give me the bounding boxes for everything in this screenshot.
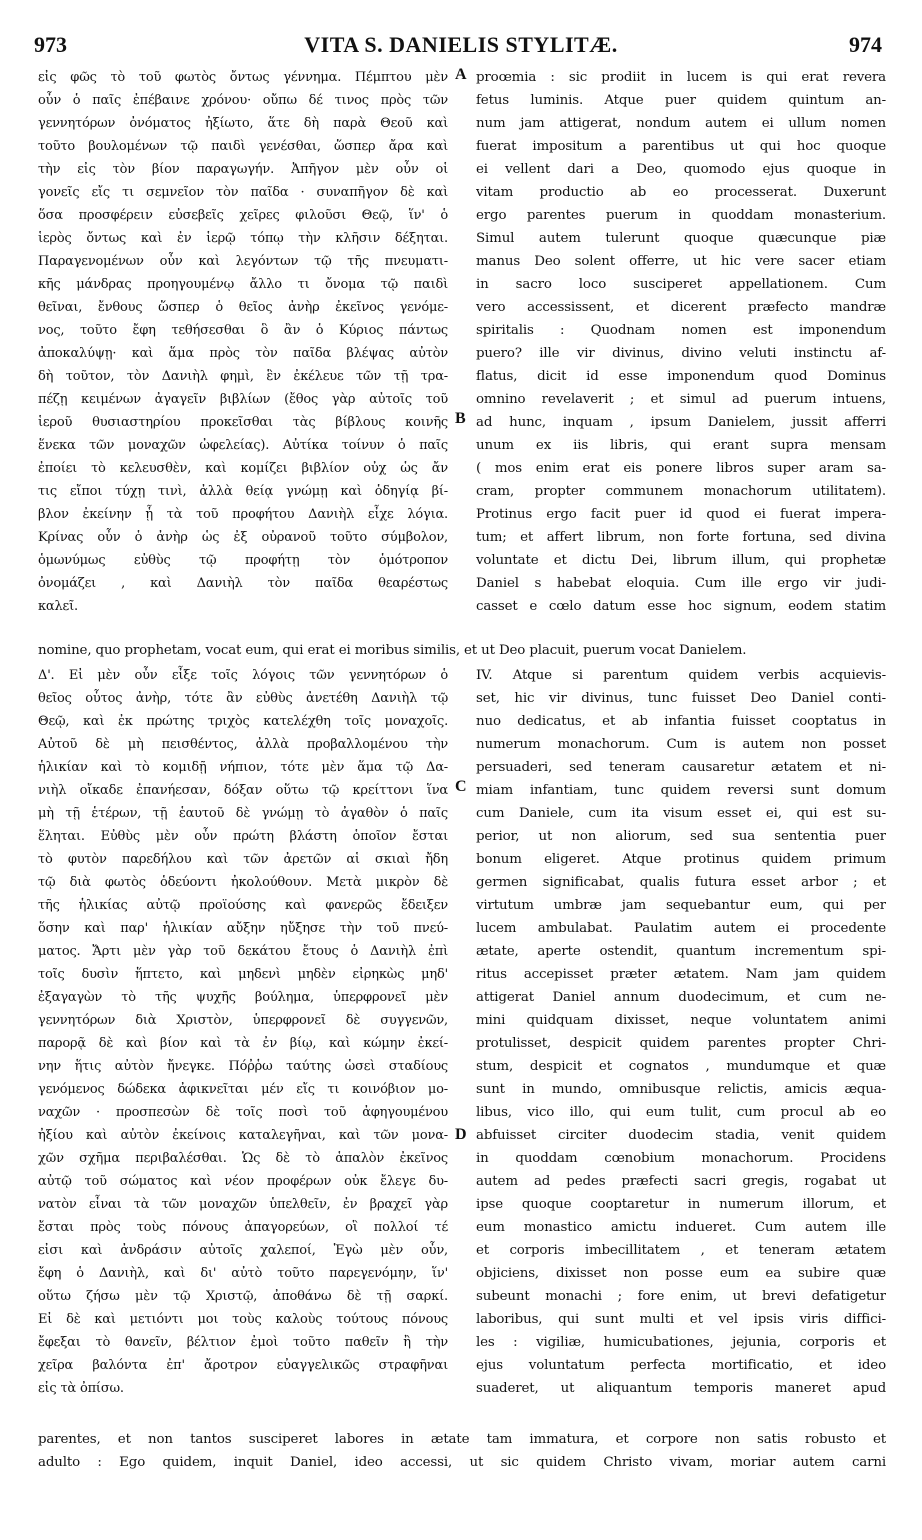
text-line: num jam attigerat, nondum autem ei ullum nomen xyxy=(476,116,886,131)
margin-marker-d: D xyxy=(455,1126,467,1143)
text-line: ipse quoque cooptaretur in numerum illorum, et xyxy=(476,1197,886,1212)
margin-marker-a: A xyxy=(455,66,467,83)
text-line: ad hunc, inquam , ipsum Danielem, jussit afferri xyxy=(476,415,886,430)
text-line: Κρίνας οὖν ὁ ἀνὴρ ὡς ἐξ οὐρανοῦ τοῦτο σύμβολον, xyxy=(38,530,448,545)
text-line: ἠξίου καὶ αὐτὸν ἐκείνοις καταλεγῆναι, καὶ τῶν μονα- xyxy=(38,1128,448,1143)
text-line: stum, despicit et cognatos , mundumque et quæ xyxy=(476,1059,886,1074)
text-line: manus Deo solent offerre, ut hic vere sacer etiam xyxy=(476,254,886,269)
text-line: ἱερὸς ὄντως καὶ ἐν ἱερῷ τόπῳ τὴν κλῆσιν δέξηται. xyxy=(38,231,448,246)
text-line: οὕτω ζήσω μὲν τῷ Χριστῷ, ἀποθάνω δὲ τῇ σαρκί. xyxy=(38,1289,448,1304)
text-line: persuaderi, sed teneram causaretur ætatem et ni- xyxy=(476,760,886,775)
margin-marker-b: B xyxy=(455,410,466,427)
text-line: in quoddam cœnobium monachorum. Procidens xyxy=(476,1151,886,1166)
text-line: casset e cœlo datum esse hoc signum, eodem statim xyxy=(476,599,886,614)
text-line: fuerat impositum a parentibus ut qui hoc quoque xyxy=(476,139,886,154)
text-line: virtutum umbræ jam sequebantur eum, qui per xyxy=(476,898,886,913)
text-line: ὅσην καὶ παρ' ἡλικίαν αὔξην ηὔξησε τὴν τοῦ πνεύ- xyxy=(38,921,448,936)
text-line: les : vigiliæ, humicubationes, jejunia, corporis et xyxy=(476,1335,886,1350)
text-line: ἔσται πρὸς τοὺς πόνους ἀπαγορεύων, οἳ πολλοί τέ xyxy=(38,1220,448,1235)
right-page-number: 974 xyxy=(849,32,882,57)
text-line: flatus, dicit id esse imponendum quod Dominus xyxy=(476,369,886,384)
text-line: mini quidquam dixisset, neque voluntatem animi xyxy=(476,1013,886,1028)
text-line: ἡλικίαν καὶ τὸ κομιδῇ νήπιον, τότε μὲν ἅμα τῷ Δα- xyxy=(38,760,448,775)
text-line: νην ἥτις αὐτὸν ἤνεγκε. Πόῤῥω ταύτης ὡσεὶ σταδίους xyxy=(38,1059,448,1074)
text-line: κῆς μάνδρας προηγουμένῳ ἄλλο τι ὄνομα τῷ παιδὶ xyxy=(38,277,448,292)
text-line: nuo dedicatus, et ab infantia fuisset cooptatus in xyxy=(476,714,886,729)
text-line: et corporis imbecillitatem , et teneram ætatem xyxy=(476,1243,886,1258)
text-line: τοῖς δυσὶν ἥπτετο, καὶ μηδενὶ μηδὲν εἰρηκὼς μηδ' xyxy=(38,967,448,982)
text-line: τῷ διὰ φωτὸς ὁδεύοντι ἠκολούθουν. Μετὰ μικρὸν δὲ xyxy=(38,875,448,890)
text-line: omnino revelaverit ; et simul ad puerum intuens, xyxy=(476,392,886,407)
text-line: Simul autem tulerunt quoque quæcunque piæ xyxy=(476,231,886,246)
running-title: VITA S. DANIELIS STYLITÆ. xyxy=(304,32,618,57)
full-width-line-top xyxy=(38,639,886,662)
text-line: proœmia : sic prodiit in lucem is qui erat revera xyxy=(476,70,886,85)
text-line: bonum eligeret. Atque protinus quidem primum xyxy=(476,852,886,867)
text-line: νος, τοῦτο ἔφη τεθήσεσθαι ὃ ἂν ὁ Κύριος πάντως xyxy=(38,323,448,338)
latin-column-bottom xyxy=(476,664,886,1400)
text-line: οὖν ὁ παῖς ἐπέβαινε χρόνου· οὔπω δέ τινος πρὸς τῶν xyxy=(38,93,448,108)
text-line: voluntate et dictu Dei, librum illum, qui prophetæ xyxy=(476,553,886,568)
text-line: puero? ille vir divinus, divino veluti instinctu af- xyxy=(476,346,886,361)
text-line: set, hic vir divinus, tunc fuisset Deo Daniel conti- xyxy=(476,691,886,706)
text-line: ei vellent dari a Deo, quomodo ejus quoque in xyxy=(476,162,886,177)
text-line: IV. Atque si parentum quidem verbis acquievis- xyxy=(476,668,886,683)
text-line: libus, vico illo, qui eum tulit, cum procul ab eo xyxy=(476,1105,886,1120)
text-line: vero accessissent, et dicerent præfecto mandræ xyxy=(476,300,886,315)
text-line: θεῖναι, ἔνθους ὥσπερ ὁ θεῖος ἀνὴρ ἐκεῖνος γενόμε- xyxy=(38,300,448,315)
text-line: sunt in mundo, omnibusque relictis, amicis æqua- xyxy=(476,1082,886,1097)
latin-column-top xyxy=(476,66,886,618)
text-line: ναχῶν · προσπεσὼν δὲ τοῖς ποσὶ τοῦ ἀφηγουμένου xyxy=(38,1105,448,1120)
text-line: ἔφη ὁ Δανιὴλ, καὶ δι' αὐτὸ τοῦτο παρεγενόμην, ἵν' xyxy=(38,1266,448,1281)
text-line: abfuisset circiter duodecim stadia, venit quidem xyxy=(476,1128,886,1143)
text-line: ἐποίει τὸ κελευσθὲν, καὶ κομίζει βιβλίον οὐχ ὡς ἄν xyxy=(38,461,448,476)
text-line: εἰς φῶς τὸ τοῦ φωτὸς ὄντως γέννημα. Πέμπτου μὲν xyxy=(38,70,448,85)
text-line: in sacro loco susciperet appellationem. Cum xyxy=(476,277,886,292)
text-line: τις εἴποι τύχῃ τινὶ, ἀλλὰ θείᾳ γνώμῃ καὶ ὁδηγίᾳ βί- xyxy=(38,484,448,499)
text-line: δὴ τοῦτον, τὸν Δανιὴλ φημὶ, ἓν ἐκέλευε τῶν τῇ τρα- xyxy=(38,369,448,384)
text-line: tum; et affert librum, non forte fortuna, sed divina xyxy=(476,530,886,545)
text-line: ἀποκαλύψῃ· καὶ ἅμα πρὸς τὸν παῖδα βλέψας αὐτὸν xyxy=(38,346,448,361)
text-line: εἰς τὰ ὀπίσω. xyxy=(38,1381,124,1396)
text-line: ἔφεξαι τὸ θανεῖν, βέλτιον ἐμοὶ τοῦτο παθεῖν ἢ τὴν xyxy=(38,1335,448,1350)
text-line: unum ex iis libris, qui erant supra mensam xyxy=(476,438,886,453)
text-line: γενόμενος δώδεκα ἀφικνεῖται μέν εἴς τι κοινόβιον μο- xyxy=(38,1082,448,1097)
text-line: γεννητόρων διὰ Χριστὸν, ὑπερφρονεῖ δὲ συγγενῶν, xyxy=(38,1013,448,1028)
text-line: Παραγενομένων οὖν καὶ λεγόντων τῷ τῆς πνευματι- xyxy=(38,254,448,269)
text-line: miam infantiam, tunc quidem reversi sunt domum xyxy=(476,783,886,798)
text-line: αὐτῷ τοῦ σώματος καὶ νέον προφέρων οὐκ ἔλεγε δυ- xyxy=(38,1174,448,1189)
text-line: Protinus ergo facit puer id quod ei fuerat impera- xyxy=(476,507,886,522)
text-line: τῆς ἡλικίας αὐτῷ προϊούσης καὶ φανερῶς ἔδειξεν xyxy=(38,898,448,913)
margin-marker-c: C xyxy=(455,778,467,795)
text-line: Εἰ δὲ καὶ μετιόντι μοι τοὺς καλοὺς τούτους πόνους xyxy=(38,1312,448,1327)
text-line: germen significabat, qualis futura esset arbor ; et xyxy=(476,875,886,890)
text-line: θεῖος οὗτος ἀνὴρ, τότε ἂν εὐθὺς ἀνετέθη Δανιὴλ τῷ xyxy=(38,691,448,706)
greek-column-bottom xyxy=(38,664,448,1400)
text-line: μὴ τῇ ἑτέρων, τῇ ἑαυτοῦ δὲ γνώμῃ τὸ ἀγαθὸν ὁ παῖς xyxy=(38,806,448,821)
text-line: εἰσι καὶ ἀνδράσιν αὐτοῖς χαλεποί, Ἐγὼ μὲν οὖν, xyxy=(38,1243,448,1258)
text-line: ἐξαγαγὼν τὸ τῆς ψυχῆς βούλημα, ὑπερφρονεῖ μὲν xyxy=(38,990,448,1005)
text-line: ἕληται. Εὐθὺς μὲν οὖν πρώτη βλάστη ὁποῖον ἔσται xyxy=(38,829,448,844)
text-line: autem ad pedes præfecti sacri gregis, rogabat ut xyxy=(476,1174,886,1189)
left-page-number: 973 xyxy=(34,32,67,57)
text-line: τὸ φυτὸν παρεδήλου καὶ τῶν ἀρετῶν αἱ σκιαὶ ἤδη xyxy=(38,852,448,867)
text-line: objiciens, dixisset non posse eum ea subire quæ xyxy=(476,1266,886,1281)
text-line: eum monastico amictu indueret. Cum autem ille xyxy=(476,1220,886,1235)
text-line: ἕνεκα τῶν μοναχῶν ὠφελείας). Αὐτίκα τοίνυν ὁ παῖς xyxy=(38,438,448,453)
text-line: Δ'. Εἰ μὲν οὖν εἶξε τοῖς λόγοις τῶν γεννητόρων ὁ xyxy=(38,668,448,683)
text-line: cum Daniele, cum ita visum esset ei, qui est su- xyxy=(476,806,886,821)
text-line: γεννητόρων ὀνόματος ἠξίωτο, ἅτε δὴ παρὰ Θεοῦ καὶ xyxy=(38,116,448,131)
text-line: cram, propter communem monachorum utilitatem). xyxy=(476,484,886,499)
text-line: ritus accepisset præter ætatem. Nam jam quidem xyxy=(476,967,886,982)
text-line: ( mos enim erat eis ponere libros super aram sa- xyxy=(476,461,886,476)
text-line: καλεῖ. xyxy=(38,599,78,614)
text-line: τὴν εἰς τὸν βίον παραγωγήν. Ἀπῆγον μὲν οὖν οἱ xyxy=(38,162,448,177)
text-line: βλον ἐκείνην ᾗ τὰ τοῦ προφήτου Δανιὴλ εἶχε λόγια. xyxy=(38,507,448,522)
text-line: numerum monachorum. Cum is autem non posset xyxy=(476,737,886,752)
text-line: ejus voluntatum perfecta mortificatio, et ideo xyxy=(476,1358,886,1373)
text-line: nomine, quo prophetam, vocat eum, qui erat ei moribus similis, et ut Deo placuit, puerum vocat Danielem. xyxy=(38,643,747,658)
text-line: νατὸν εἶναι τὰ τῶν μοναχῶν ὑπελθεῖν, ἐν βραχεῖ γὰρ xyxy=(38,1197,448,1212)
text-line: ætate, aperte ostendit, quantum incrementum spi- xyxy=(476,944,886,959)
text-line: ὁμωνύμως εὐθὺς τῷ προφήτῃ τὸν ὁμότροπον xyxy=(38,553,448,568)
text-line: subeunt monachi ; fore enim, ut brevi defatigetur xyxy=(476,1289,886,1304)
text-line: Θεῷ, καὶ ἐκ πρώτης τριχὸς κατελέχθη τοῖς μοναχοῖς. xyxy=(38,714,448,729)
text-line: τοῦτο βουλομένων τῷ παιδὶ γενέσθαι, ὥσπερ ἄρα καὶ xyxy=(38,139,448,154)
text-line: parentes, et non tantos susciperet labores in ætate tam immatura, et corpore non satis robusto et xyxy=(38,1432,886,1447)
text-line: ergo parentes puerum in quoddam monasterium. xyxy=(476,208,886,223)
text-line: perior, ut non aliorum, sed sua sententia puer xyxy=(476,829,886,844)
text-line: spiritalis : Quodnam nomen est imponendum xyxy=(476,323,886,338)
text-line: suaderet, ut aliquantum temporis maneret apud xyxy=(476,1381,886,1396)
text-line: νιὴλ οἴκαδε ἐπανήεσαν, δόξαν οὕτω τῷ κρείττονι ἵνα xyxy=(38,783,448,798)
text-line: ματος. Ἄρτι μὲν γὰρ τοῦ δεκάτου ἔτους ὁ Δανιὴλ ἐπὶ xyxy=(38,944,448,959)
text-line: ὀνομάζει , καὶ Δανιὴλ τὸν παῖδα θεαρέστως xyxy=(38,576,448,591)
text-line: Αὐτοῦ δὲ μὴ πεισθέντος, ἀλλὰ προβαλλομένου τὴν xyxy=(38,737,448,752)
text-line: ἱεροῦ θυσιαστηρίου προκεῖσθαι τὰς βίβλους κοινῆς xyxy=(38,415,448,430)
full-width-lines-bottom xyxy=(38,1428,886,1474)
text-line: Daniel s habebat eloquia. Cum ille ergo vir judi- xyxy=(476,576,886,591)
text-line: adulto : Ego quidem, inquit Daniel, ideo accessi, ut sic quidem Christo vivam, moriar autem carni xyxy=(38,1455,886,1470)
text-line: lucem ambulabat. Paulatim autem ei procedente xyxy=(476,921,886,936)
text-line: παρορᾷ δὲ καὶ βίον καὶ τὰ ἐν βίῳ, καὶ κώμην ἐκεί- xyxy=(38,1036,448,1051)
greek-column-top xyxy=(38,66,448,618)
text-line: γονεῖς εἴς τι σεμνεῖον τὸν παῖδα · συναπῆγον δὲ καὶ xyxy=(38,185,448,200)
text-line: fetus luminis. Atque puer quidem quintum an- xyxy=(476,93,886,108)
text-line: laboribus, qui sunt multi et vel ipsis viris diffici- xyxy=(476,1312,886,1327)
text-line: vitam productio ab eo processerat. Duxerunt xyxy=(476,185,886,200)
text-line: πέζῃ κειμένων ἀγαγεῖν βιβλίων (ἔθος γὰρ αὐτοῖς τοῦ xyxy=(38,392,448,407)
text-line: ὅσα προσφέρειν εὐσεβεῖς χεῖρες φιλοῦσι Θεῷ, ἵν' ὁ xyxy=(38,208,448,223)
text-line: attigerat Daniel annum duodecimum, et cum ne- xyxy=(476,990,886,1005)
text-line: χεῖρα βαλόντα ἐπ' ἄροτρον εὐαγγελικῶς στραφῆναι xyxy=(38,1358,448,1373)
text-line: protulisset, despicit quidem parentes propter Chri- xyxy=(476,1036,886,1051)
text-line: χῶν σχῆμα περιβαλέσθαι. Ὡς δὲ τὸ ἁπαλὸν ἐκεῖνος xyxy=(38,1151,448,1166)
